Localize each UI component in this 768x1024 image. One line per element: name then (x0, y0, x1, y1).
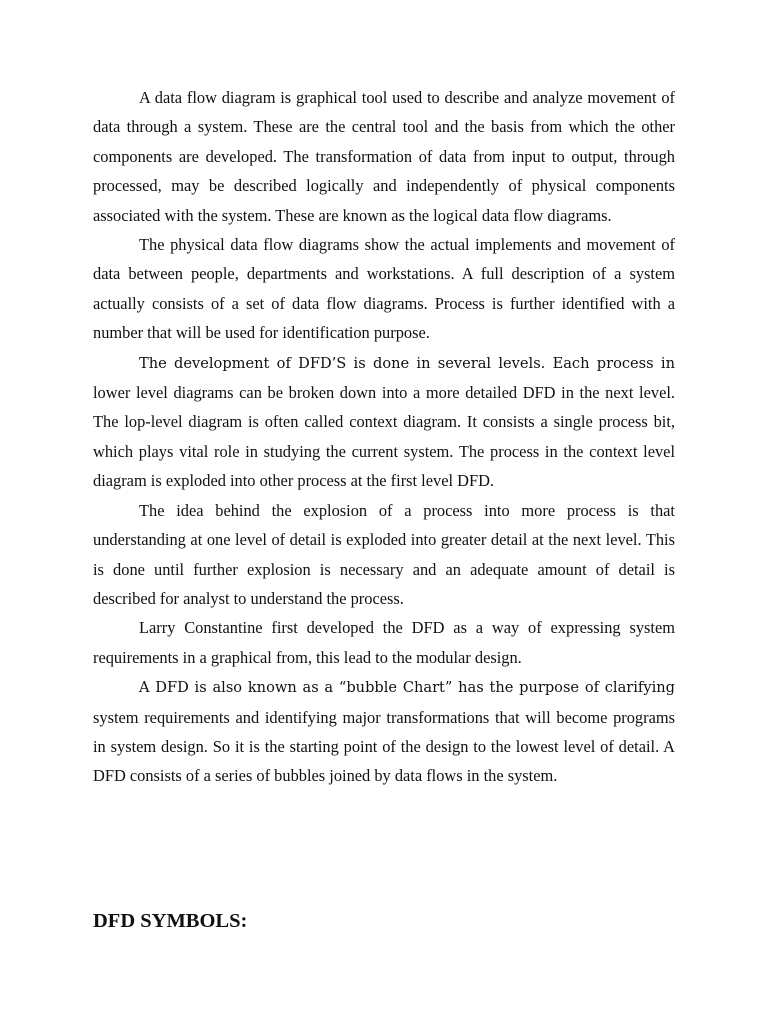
paragraph-lead-text: The development of DFD’S is done in several levels. Each process in (139, 354, 675, 372)
paragraph-dfd-definition (93, 83, 675, 230)
paragraph-text: Larry Constantine first developed the DFD as a way of expressing system requirements in a graphical from, this lead to the modular design. (93, 618, 675, 667)
section-heading: DFD SYMBOLS: (93, 910, 248, 932)
paragraph-constantine (93, 613, 675, 672)
paragraph-lead-text: A DFD is also known as a “bubble Chart” has the purpose of clarifying (139, 679, 675, 697)
paragraph-bubble-chart (93, 672, 675, 791)
paragraph-explosion (93, 496, 675, 614)
paragraph-text: system requirements and identifying major transformations that will become programs in system design. So it is the starting point of the design to the lowest level of detail. A DFD consists of a series of bubbles joined by data flows in the system. (93, 707, 675, 786)
paragraph-text: lower level diagrams can be broken down into a more detailed DFD in the next level. The lop-level diagram is often called context diagram. It consists a single process bit, which plays vital role in studying the current system. The process in the context level diagram is exploded into other process at the first level DFD. (93, 383, 675, 491)
body-text (93, 83, 675, 791)
paragraph-physical-dfd (93, 230, 675, 348)
paragraph-text: A data flow diagram is graphical tool used to describe and analyze movement of data through a system. These are the central tool and the basis from which the other components are developed. The transformation of data from input to output, through processed, may be described logically and independently of physical components associated with the system. These are known as the logical data flow diagrams. (93, 88, 675, 225)
paragraph-dfd-levels (93, 348, 675, 496)
paragraph-text: The physical data flow diagrams show the actual implements and movement of data between people, departments and workstations. A full description of a system actually consists of a set of data flow diagrams. Process is further identified with a number that will be used for identification purpose. (93, 235, 675, 343)
paragraph-text: The idea behind the explosion of a process into more process is that understanding at one level of detail is exploded into greater detail at the next level. This is done until further explosion is necessary and an adequate amount of detail is described for analyst to understand the process. (93, 500, 675, 608)
